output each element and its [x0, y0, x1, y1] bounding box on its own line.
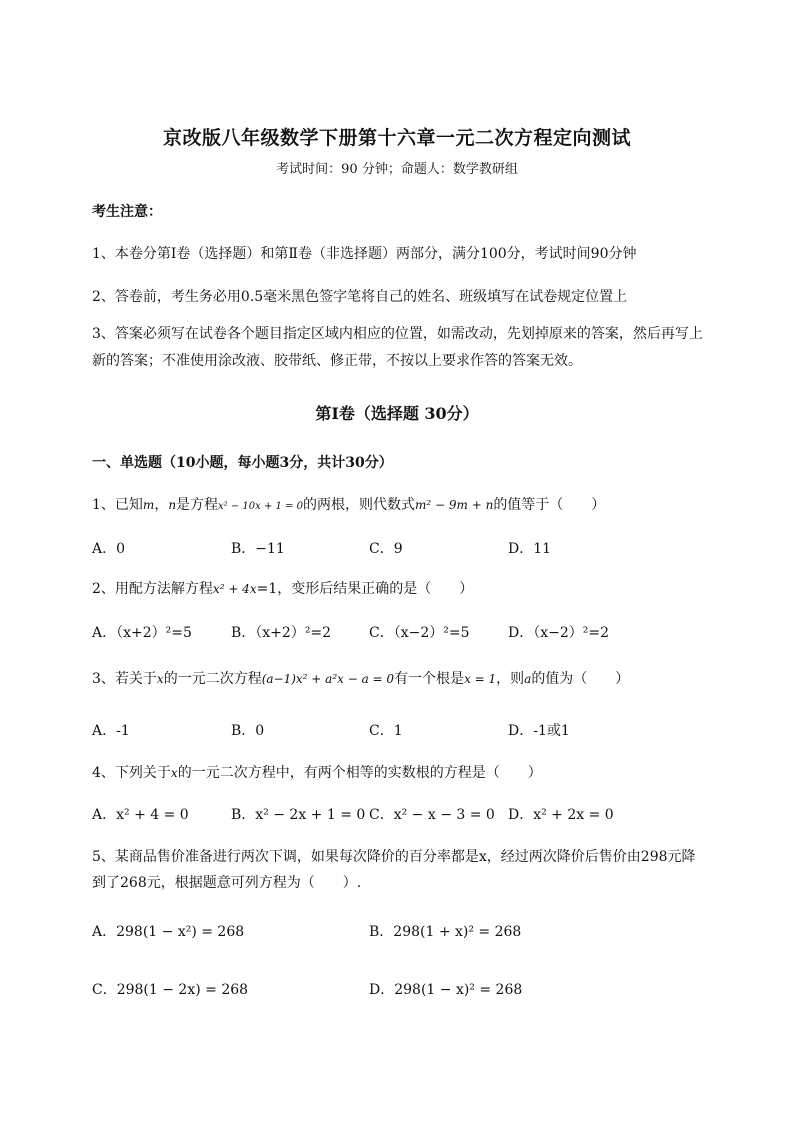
- q3-prefix: 3、若关于: [92, 671, 157, 687]
- q3-equation: (a−1)x² + a²x − a = 0: [261, 672, 395, 686]
- q5-option-c[interactable]: C．298(1 − 2x) = 268: [92, 982, 249, 998]
- q3-mid3: ，则: [496, 671, 525, 687]
- question-5-stem-line-1: 5、某商品售价准备进行两次下调，如果每次降价的百分率都是x，经过两次降价后售价由298元降: [92, 849, 696, 865]
- q1-option-c[interactable]: C．9: [369, 541, 403, 557]
- part-heading: 一、单选题（10小题，每小题3分，共计30分）: [92, 455, 393, 471]
- q1-mid: 是方程: [176, 497, 219, 513]
- exam-subtitle: 考试时间：90 分钟；命题人：数学教研组: [276, 162, 518, 177]
- q2-option-b[interactable]: B．（x+2）²=2: [231, 625, 332, 641]
- q1-var-n: n: [168, 498, 177, 512]
- question-3-stem: [92, 668, 629, 688]
- q3-option-b[interactable]: B．0: [231, 723, 265, 739]
- q5-option-a[interactable]: A．298(1 − x²) = 268: [92, 924, 245, 940]
- q2-prefix: 2、用配方法解方程: [92, 581, 213, 597]
- q4-prefix: 4、下列关于: [92, 765, 171, 781]
- exam-title: 京改版八年级数学下册第十六章一元二次方程定向测试: [162, 127, 631, 149]
- q2-equation: x² + 4x: [212, 582, 257, 596]
- q1-suffix: 的值等于（ ）: [493, 497, 606, 513]
- question-2-stem: [92, 578, 473, 598]
- q4-suffix: 的一元二次方程中，有两个相等的实数根的方程是（ ）: [177, 765, 542, 781]
- q2-suffix: =1，变形后结果正确的是（ ）: [256, 581, 474, 597]
- q1-option-a[interactable]: A．0: [92, 541, 126, 557]
- q1-option-d[interactable]: D．11: [508, 541, 552, 557]
- question-5-stem-line-2: 到了268元，根据题意可列方程为（ ）.: [92, 875, 362, 891]
- section-title: 第Ⅰ卷（选择题 30分）: [315, 404, 479, 423]
- q1-expression: m² − 9m + n: [415, 498, 494, 512]
- q4-option-d[interactable]: D．x² + 2x = 0: [508, 807, 614, 823]
- notice-item-3: 3、答案必须写在试卷各个题目指定区域内相应的位置，如需改动，先划掉原来的答案，然后再写上新的答案；不准使用涂改液、胶带纸、修正带，不按以上要求作答的答案无效。: [92, 326, 703, 369]
- q2-option-c[interactable]: C．（x−2）²=5: [369, 625, 470, 641]
- q1-equation: x² − 10x + 1 = 0: [218, 501, 303, 512]
- q3-suffix: 的值为（ ）: [531, 671, 630, 687]
- q4-var-x: x: [170, 766, 178, 780]
- q3-option-d[interactable]: D．-1或1: [508, 723, 570, 739]
- q2-option-a[interactable]: A．（x+2）²=5: [92, 625, 192, 641]
- notice-heading: 考生注意：: [92, 204, 162, 220]
- q3-var-x: x: [156, 672, 164, 686]
- q1-var-m: m: [142, 498, 155, 512]
- q3-mid: 的一元二次方程: [163, 671, 262, 687]
- q1-prefix: 1、已知: [92, 497, 143, 513]
- q2-option-d[interactable]: D．（x−2）²=2: [508, 625, 610, 641]
- q3-option-a[interactable]: A．-1: [92, 723, 130, 739]
- q4-option-a[interactable]: A．x² + 4 = 0: [92, 807, 189, 823]
- notice-item-2: 2、答卷前，考生务必用0.5毫米黑色签字笔将自己的姓名、班级填写在试卷规定位置上: [92, 289, 628, 305]
- q5-option-b[interactable]: B．298(1 + x)² = 268: [369, 924, 522, 940]
- notice-item-1: 1、本卷分第Ⅰ卷（选择题）和第Ⅱ卷（非选择题）两部分，满分100分，考试时间90分钟: [92, 246, 637, 262]
- q5-option-d[interactable]: D．298(1 − x)² = 268: [369, 982, 523, 998]
- q3-mid2: 有一个根是: [394, 671, 465, 687]
- q4-option-b[interactable]: B．x² − 2x + 1 = 0: [231, 807, 366, 823]
- q1-mid2: 的两根，则代数式: [303, 497, 415, 513]
- q3-option-c[interactable]: C．1: [369, 723, 403, 739]
- question-4-stem: [92, 762, 542, 782]
- q3-root: x = 1: [464, 672, 497, 686]
- q1-option-b[interactable]: B．−11: [231, 541, 285, 557]
- q4-option-c[interactable]: C．x² − x − 3 = 0: [369, 807, 495, 823]
- q1-comma: ，: [154, 497, 169, 513]
- q3-var-a: a: [524, 672, 532, 686]
- question-1-stem: [92, 494, 605, 514]
